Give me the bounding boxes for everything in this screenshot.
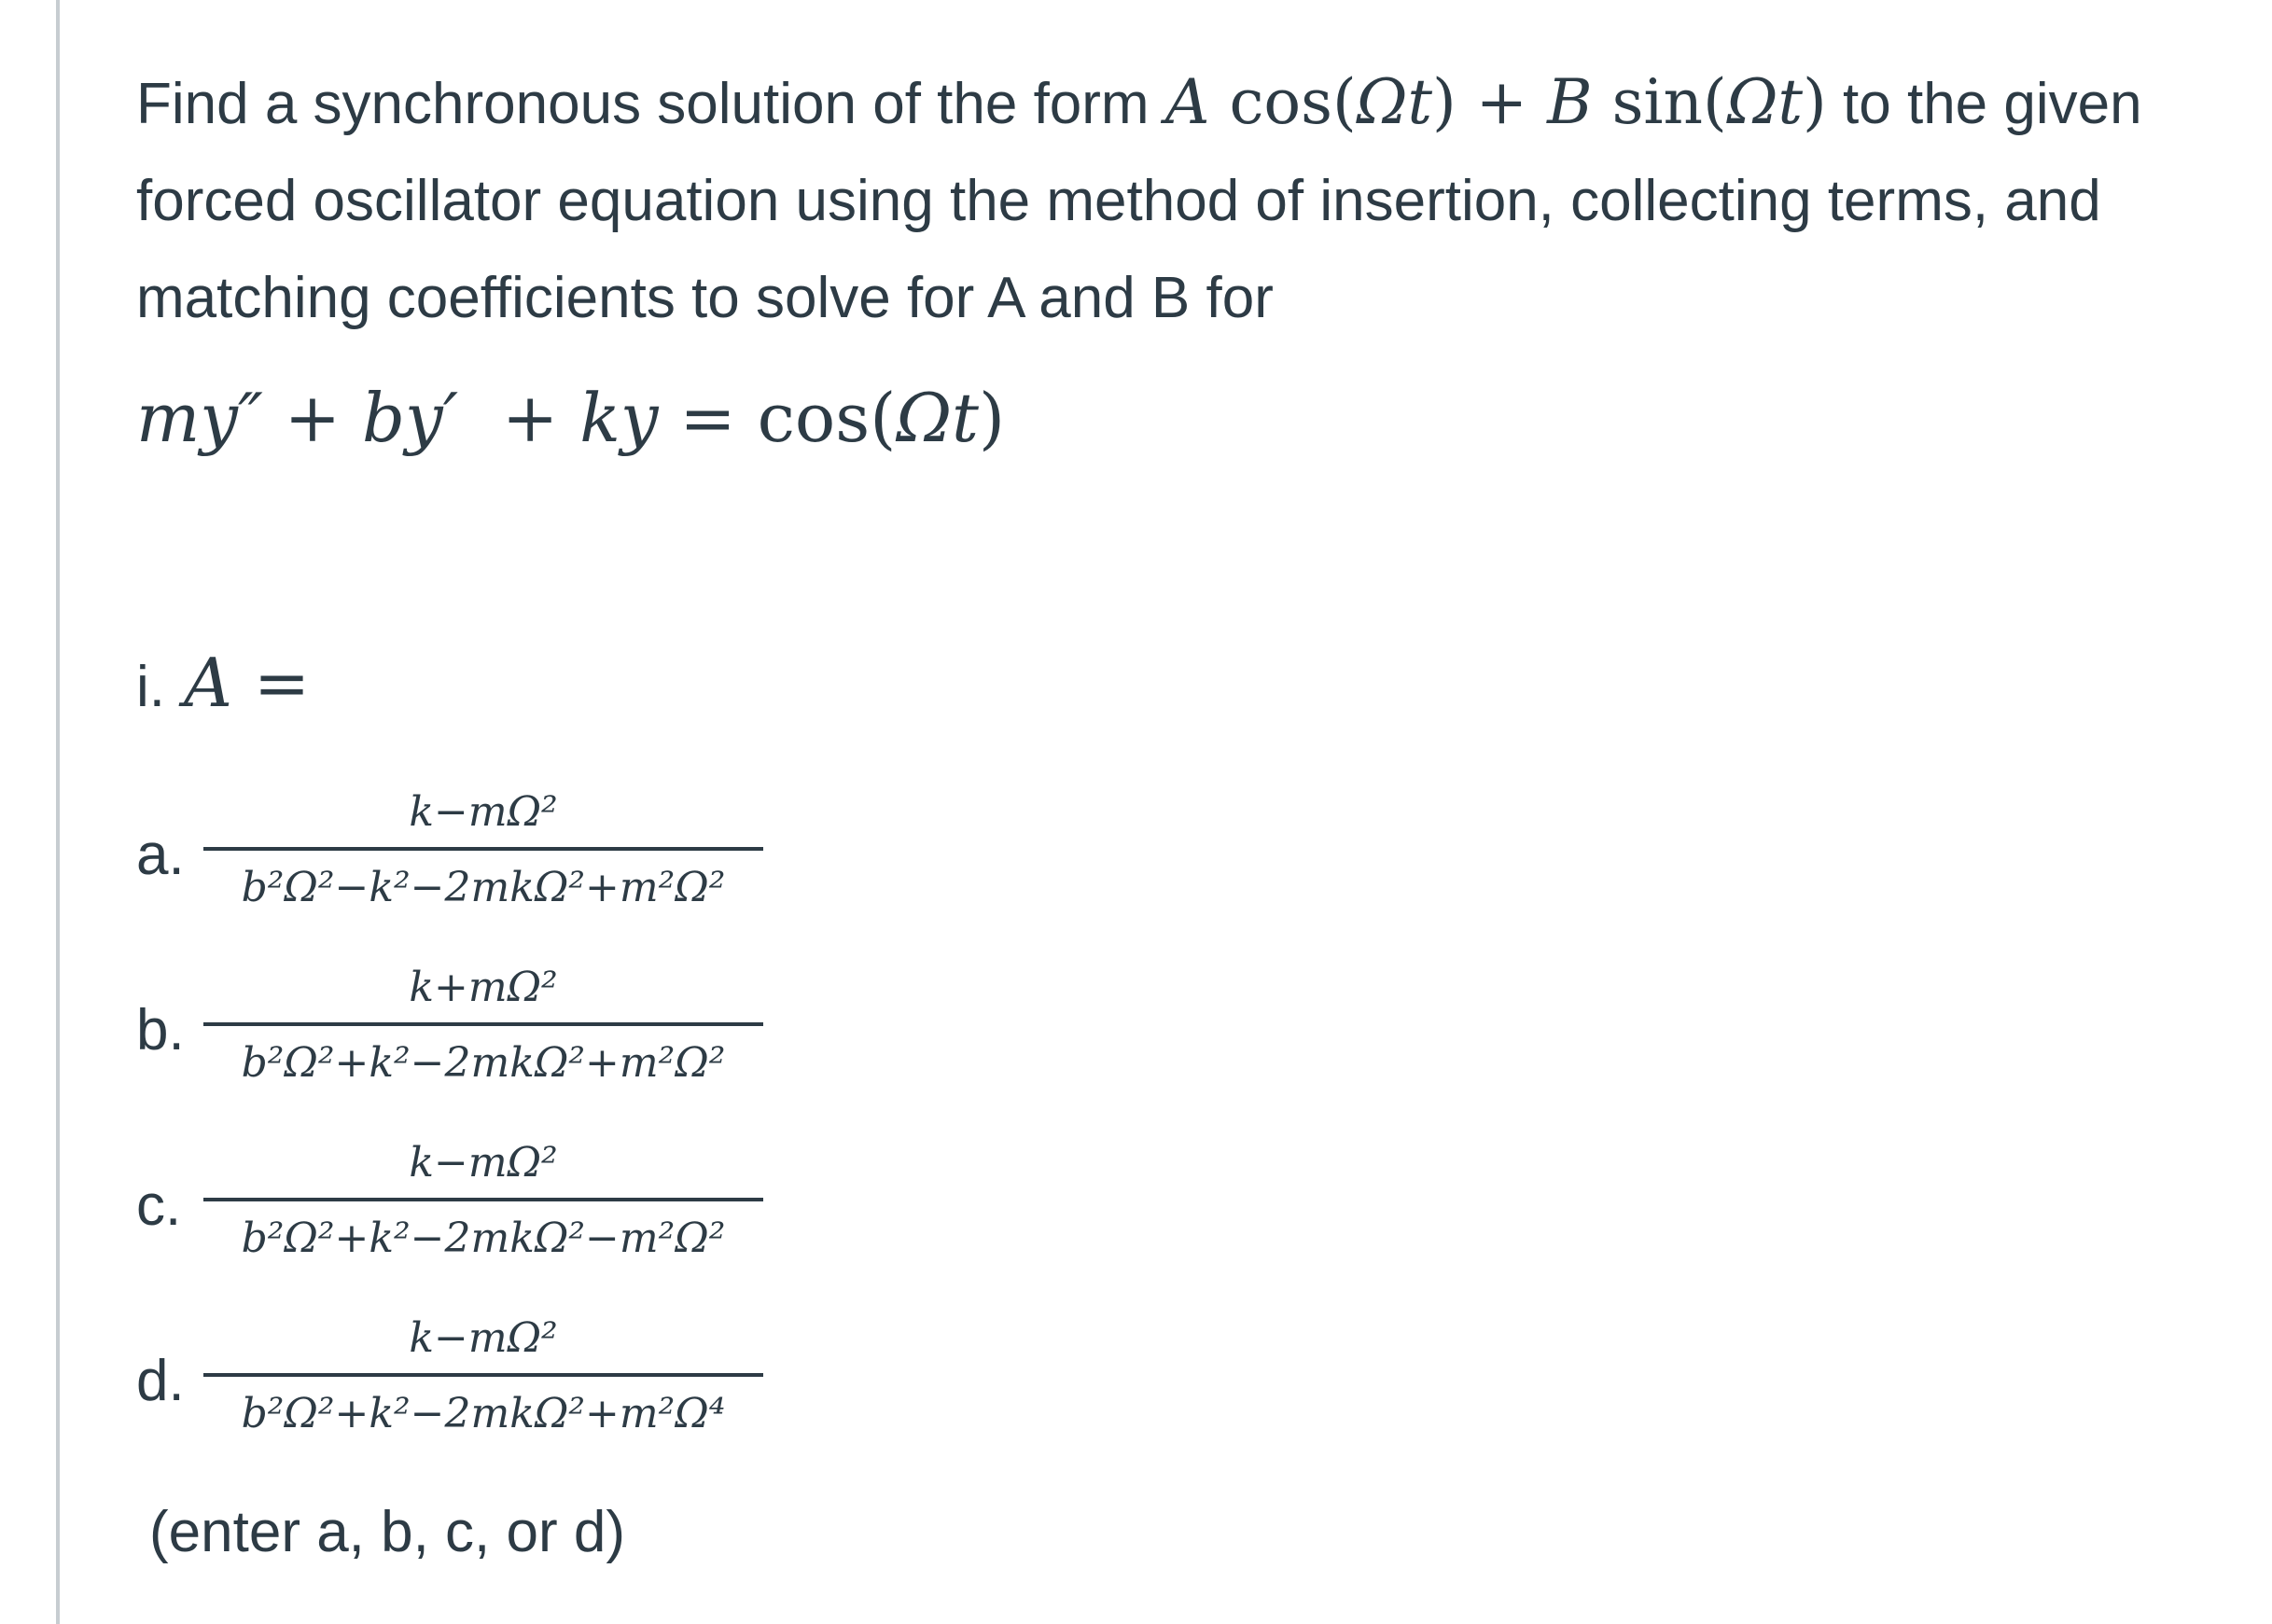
fraction-bar: [203, 1373, 763, 1377]
fraction-numerator: k−mΩ²: [409, 1139, 558, 1187]
oscillator-equation: my″ + by′ + ky = cos(Ωt): [136, 379, 1006, 457]
question-intro: Find a synchronous solution of the form: [136, 72, 1150, 136]
part-number: i.: [136, 655, 165, 719]
solution-form-math: A cos(Ωt) + B sin(Ωt): [1164, 66, 1827, 138]
fraction-denominator: b²Ω²+k²−2mkΩ²+m²Ω²: [241, 1039, 726, 1087]
option-a: [136, 776, 789, 925]
fraction-numerator: k+mΩ²: [409, 964, 558, 1011]
answer-hint: (enter a, b, c, or d): [149, 1500, 625, 1564]
part-variable: A =: [184, 644, 311, 722]
part-label: [136, 636, 310, 734]
fraction-denominator: b²Ω²+k²−2mkΩ²+m²Ω⁴: [241, 1390, 726, 1437]
fraction-numerator: k−mΩ²: [409, 1314, 558, 1362]
option-letter: b.: [136, 998, 185, 1062]
option-b: [136, 951, 789, 1101]
option-letter: a.: [136, 823, 185, 887]
fraction-bar: [203, 847, 763, 851]
option-d: [136, 1302, 789, 1451]
question-rest: to the given forced oscillator equation using the method of insertion, collecting terms, and matching coefficients to solve for A and B for: [136, 72, 2142, 330]
left-border-rule: [56, 0, 60, 1624]
option-letter: c.: [136, 1173, 182, 1238]
fraction-bar: [203, 1198, 763, 1201]
option-fraction: [203, 1127, 763, 1274]
fraction-denominator: b²Ω²+k²−2mkΩ²−m²Ω²: [241, 1215, 726, 1262]
fraction-denominator: b²Ω²−k²−2mkΩ²+m²Ω²: [241, 864, 726, 911]
option-fraction: [203, 1302, 763, 1450]
option-fraction: [203, 951, 763, 1099]
option-c: [136, 1127, 789, 1276]
question-text: [136, 54, 2226, 347]
option-letter: d.: [136, 1349, 185, 1413]
option-fraction: [203, 776, 763, 923]
fraction-numerator: k−mΩ²: [409, 788, 558, 836]
fraction-bar: [203, 1022, 763, 1026]
